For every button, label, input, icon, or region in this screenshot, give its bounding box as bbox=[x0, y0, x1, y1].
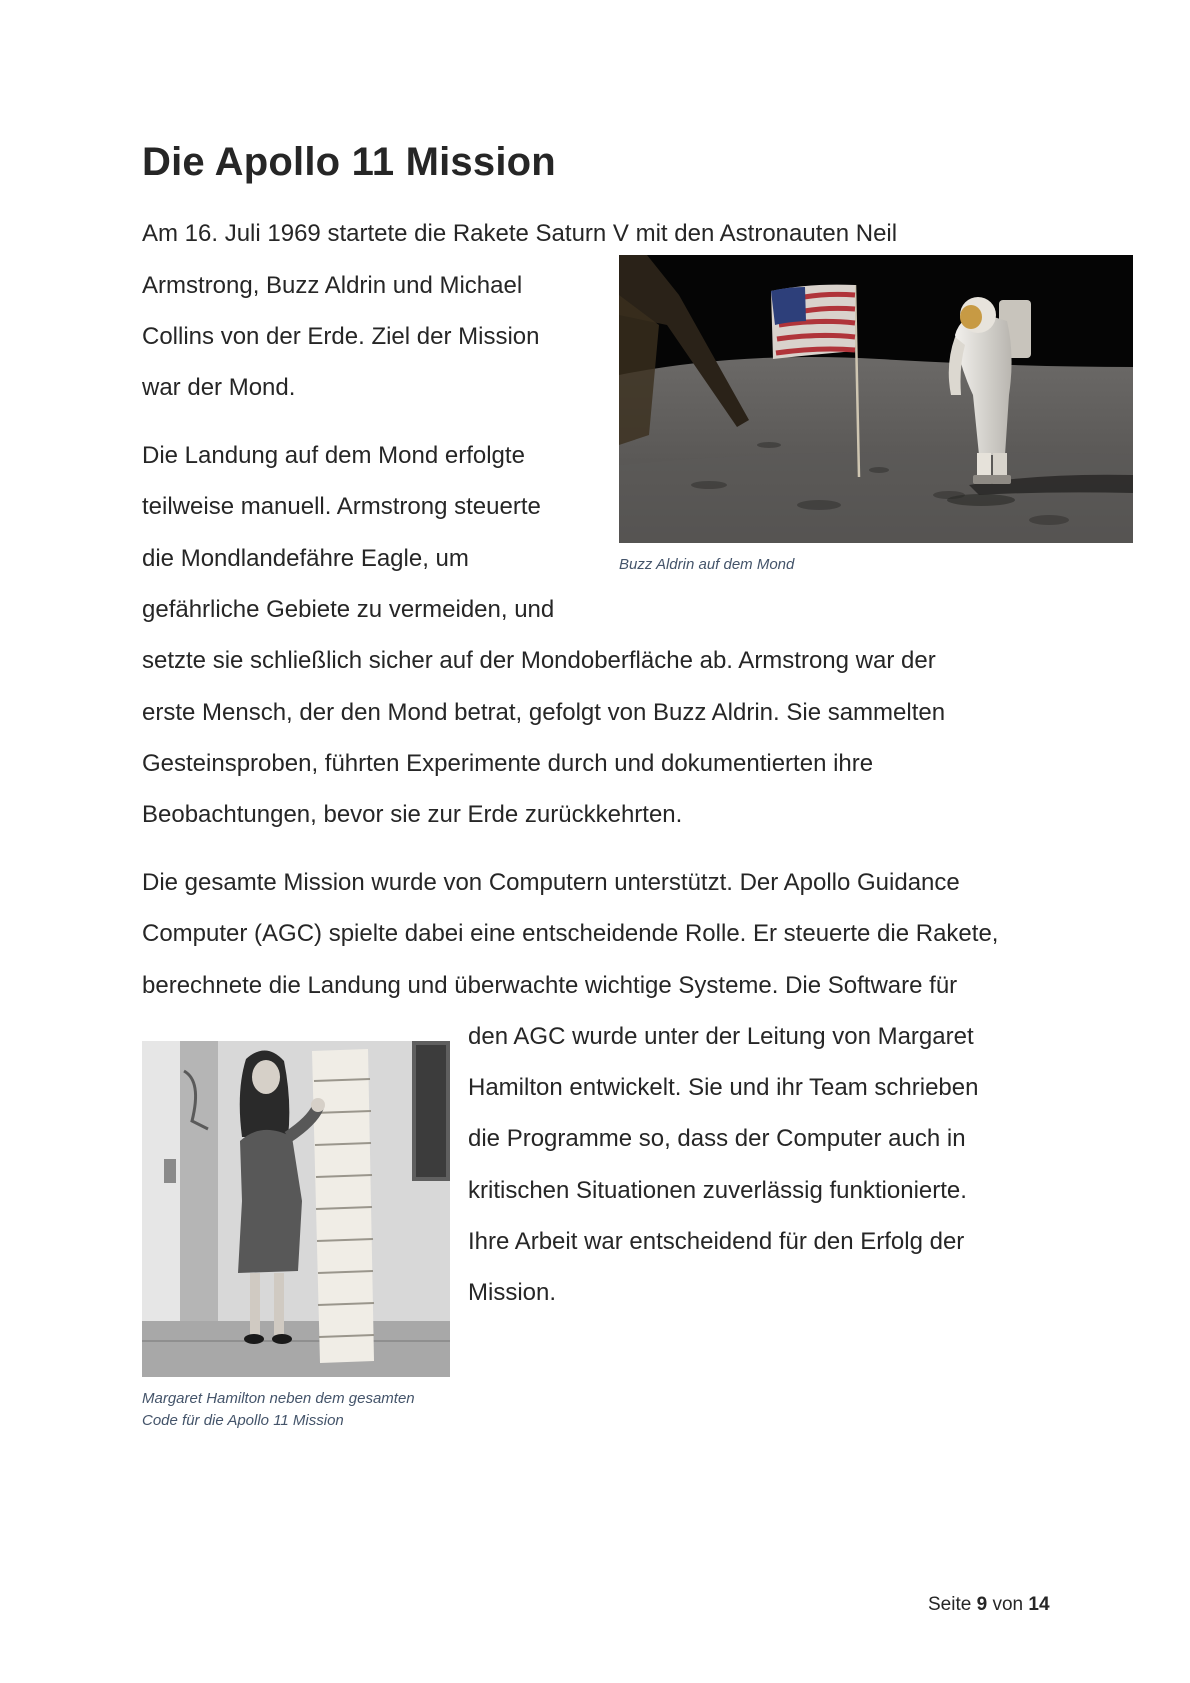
footer-middle: von bbox=[992, 1594, 1024, 1615]
paragraph-2-line: die Mondlandefähre Eagle, um bbox=[142, 545, 469, 572]
hamilton-photo-caption-line: Code für die Apollo 11 Mission bbox=[142, 1412, 344, 1429]
paragraph-3-line: die Programme so, dass der Computer auch in bbox=[468, 1125, 966, 1152]
paragraph-2-line: gefährliche Gebiete zu vermeiden, und bbox=[142, 596, 555, 623]
paragraph-2-line: Gesteinsproben, führten Experimente durch und dokumentierten ihre bbox=[142, 750, 874, 777]
paragraph-2-line: Die Landung auf dem Mond erfolgte bbox=[142, 442, 525, 469]
paragraph-1-line: Armstrong, Buzz Aldrin und Michael bbox=[142, 272, 523, 299]
paragraph-3-line: Mission. bbox=[468, 1279, 557, 1306]
moon-photo-caption: Buzz Aldrin auf dem Mond bbox=[619, 556, 795, 573]
paragraph-3-line: Ihre Arbeit war entscheidend für den Erfolg der bbox=[468, 1228, 965, 1255]
paragraph-1-line: Collins von der Erde. Ziel der Mission bbox=[142, 323, 540, 350]
current-page: 9 bbox=[976, 1594, 988, 1615]
margaret-hamilton-photo bbox=[142, 1041, 450, 1377]
paragraph-3-line: Die gesamte Mission wurde von Computern unterstützt. Der Apollo Guidance bbox=[142, 869, 960, 896]
paragraph-3-line: Computer (AGC) spielte dabei eine entscheidende Rolle. Er steuerte die Rakete, bbox=[142, 920, 999, 947]
paragraph-3-line: Hamilton entwickelt. Sie und ihr Team schrieben bbox=[468, 1074, 979, 1101]
paragraph-3-line: kritischen Situationen zuverlässig funktionierte. bbox=[468, 1177, 967, 1204]
page-number-footer bbox=[928, 1594, 1050, 1616]
paragraph-3-line: berechnete die Landung und überwachte wichtige Systeme. Die Software für bbox=[142, 972, 958, 999]
paragraph-3-line: den AGC wurde unter der Leitung von Margaret bbox=[468, 1023, 974, 1050]
paragraph-2-line: teilweise manuell. Armstrong steuerte bbox=[142, 493, 541, 520]
hamilton-photo-caption-line: Margaret Hamilton neben dem gesamten bbox=[142, 1390, 415, 1407]
paragraph-2-line: setzte sie schließlich sicher auf der Mondoberfläche ab. Armstrong war der bbox=[142, 647, 936, 674]
page-title: Die Apollo 11 Mission bbox=[142, 140, 556, 184]
moon-landing-photo bbox=[619, 255, 1133, 543]
footer-prefix: Seite bbox=[928, 1594, 972, 1615]
total-pages: 14 bbox=[1028, 1594, 1050, 1615]
paragraph-2-line: Beobachtungen, bevor sie zur Erde zurückkehrten. bbox=[142, 801, 683, 828]
paragraph-1-line: war der Mond. bbox=[142, 374, 296, 401]
paragraph-1-line: Am 16. Juli 1969 startete die Rakete Saturn V mit den Astronauten Neil bbox=[142, 220, 898, 247]
paragraph-2-line: erste Mensch, der den Mond betrat, gefolgt von Buzz Aldrin. Sie sammelten bbox=[142, 699, 946, 726]
